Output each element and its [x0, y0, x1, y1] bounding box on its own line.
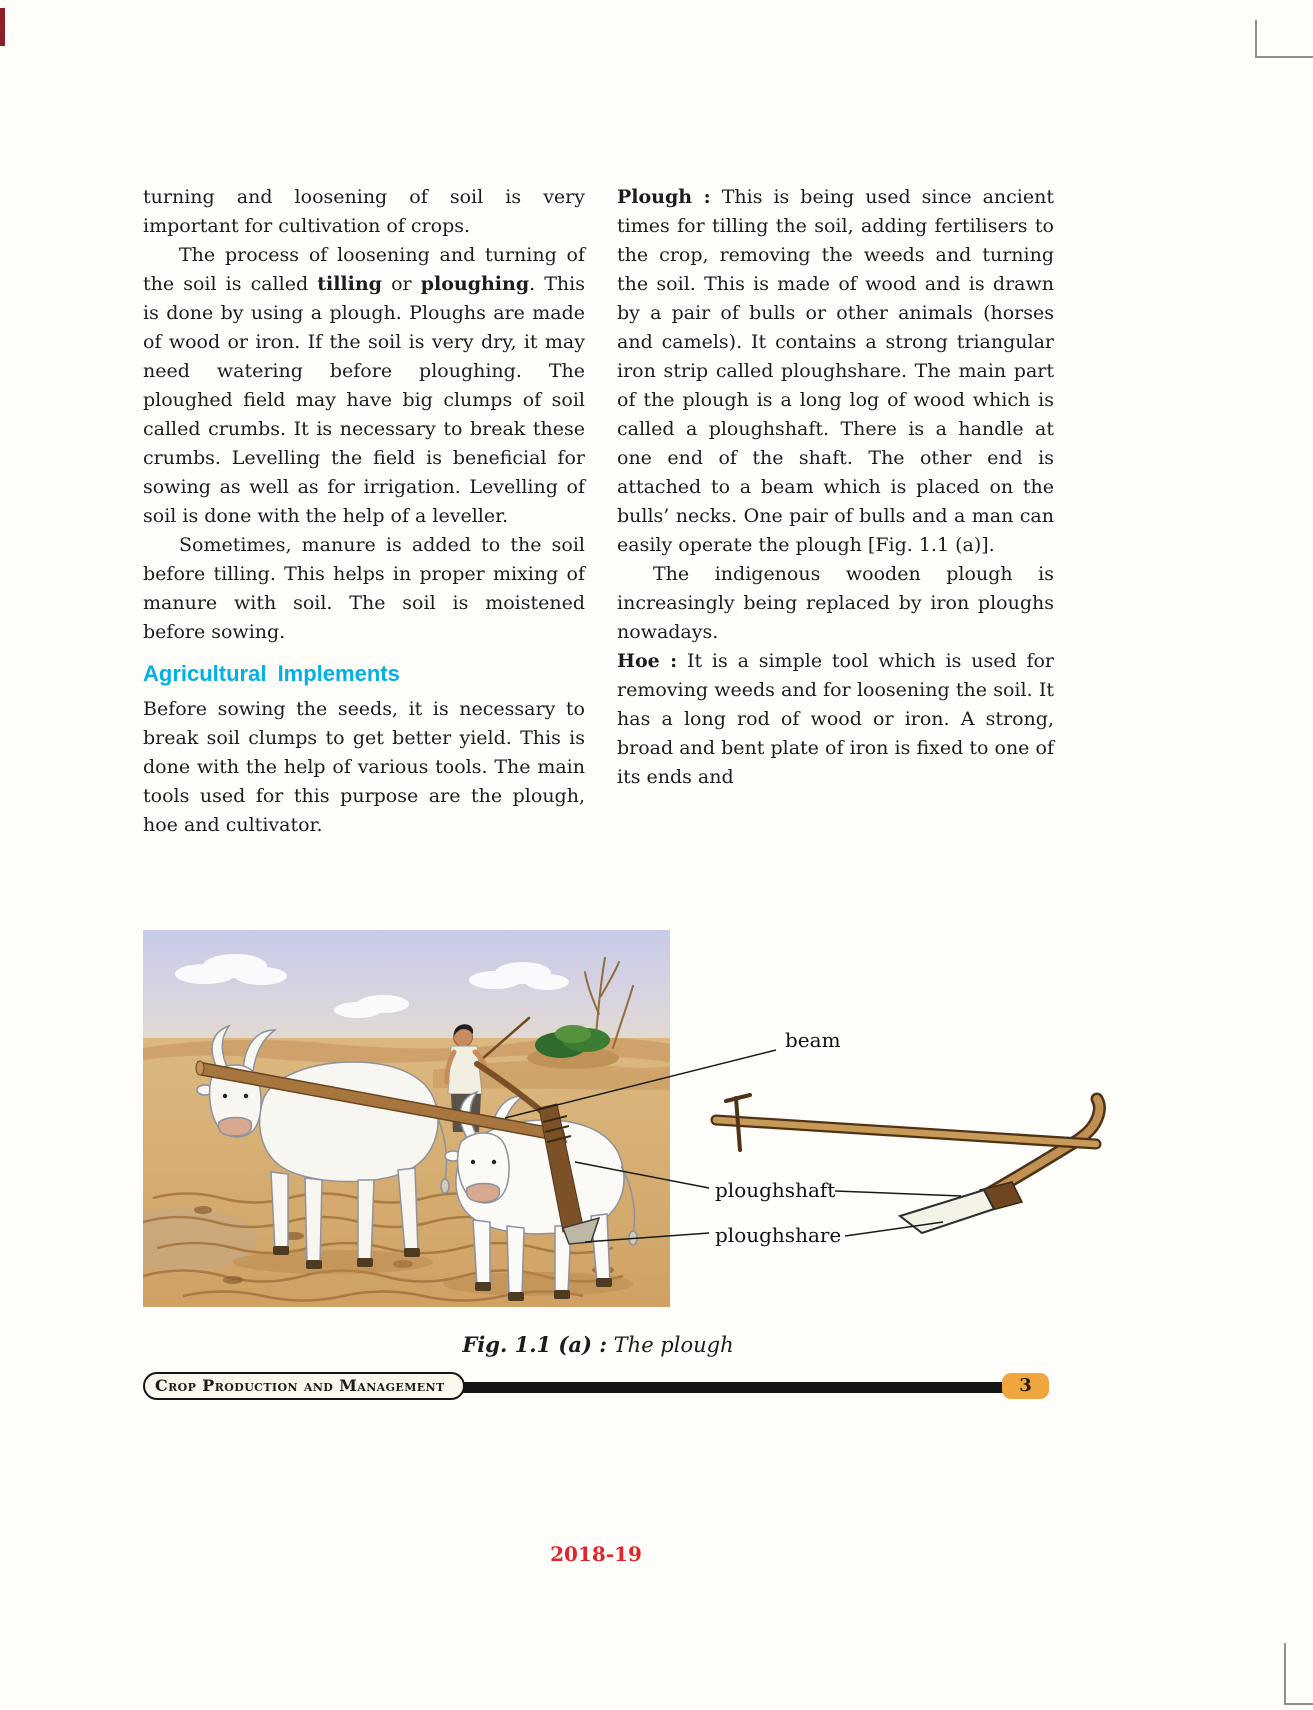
paragraph-implements-intro: Before sowing the seeds, it is necessary to break soil clumps to get better yield. This is done with the help of various tools. The main tools used for this purpose are the plough, hoe and cultivator.: [143, 698, 585, 836]
chapter-title-box: Crop Production and Management: [143, 1372, 465, 1400]
bull-eye: [223, 1094, 227, 1098]
right-column: [617, 183, 1054, 792]
figure-label-ploughshare: ploughshare: [715, 1223, 842, 1247]
section-heading-agricultural-implements: Agricultural Implements: [143, 661, 400, 686]
bull-eye: [471, 1160, 475, 1164]
paragraph-text: The process of loosening and turning of the soil is called: [143, 244, 585, 295]
figure-caption: [143, 1332, 1053, 1357]
figure-1-1-a: [143, 930, 1170, 1310]
bull-muzzle: [467, 1184, 500, 1203]
term-hoe: Hoe :: [617, 650, 678, 672]
figure-caption-number: Fig. 1.1 (a) :: [462, 1332, 607, 1357]
paragraph-text: . This is done by using a plough. Ploughs are made of wood or iron. If the soil is very dry, it may need watering before ploughing. The ploughed field may have big clumps of soil called crumbs. It is necessary to break these crumbs. Levelling the field is beneficial for sowing as well as for irrigation. Levelling of soil is done with the help of a leveller.: [143, 273, 585, 527]
bull-shadow: [233, 1250, 433, 1274]
diagram-ploughshare: [900, 1190, 994, 1233]
paragraph-hoe: [617, 647, 1054, 792]
figure-label-ploughshaft: ploughshaft: [715, 1178, 836, 1202]
crop-mark-top-right: [1255, 20, 1313, 58]
footer-rule-bar: [413, 1382, 1041, 1393]
term-plough: Plough :: [617, 186, 711, 208]
paragraph-plough: [617, 183, 1054, 560]
bull-muzzle: [219, 1118, 252, 1137]
bull-eye: [244, 1094, 248, 1098]
paragraph-manure: Sometimes, manure is added to the soil before tilling. This helps in proper mixing of manure with soil. The soil is moistened before sowing.: [143, 534, 585, 643]
figure-label-beam: beam: [785, 1028, 841, 1052]
figure-caption-text: The plough: [606, 1333, 734, 1357]
paragraph-tilling: [143, 241, 585, 531]
paragraph-indigenous-plough: The indigenous wooden plough is increasingly being replaced by iron ploughs nowadays.: [617, 563, 1054, 643]
left-column: [143, 183, 585, 840]
page-footer: [143, 1372, 1049, 1402]
paragraph-text: This is being used since ancient times for tilling the soil, adding fertilisers to the crop, removing the weeds and turning the soil. This is made of wood and is drawn by a pair of bulls or other animals (horses and camels). It contains a strong triangular iron strip called ploughshare. The main part of the plough is a long log of wood which is called a ploughshaft. There is a handle at one end of the shaft. The other end is attached to a beam which is placed on the bulls’ necks. One pair of bulls and a man can easily operate the plough [Fig. 1.1 (a)].: [617, 186, 1054, 556]
plough-field-illustration: [143, 930, 670, 1307]
plough-diagram: [670, 1000, 1170, 1310]
edition-year: 2018-19: [550, 1542, 642, 1566]
crop-mark-bottom-right: [1284, 1643, 1313, 1705]
bull-eye: [492, 1160, 496, 1164]
paragraph-text: It is a simple tool which is used for removing weeds and for loosening the soil. It has a long rod of wood or iron. A strong, broad and bent plate of iron is fixed to one of its ends and: [617, 650, 1054, 788]
paragraph-text: or: [381, 273, 421, 295]
page-number-badge: 3: [1002, 1373, 1049, 1399]
term-ploughing: ploughing: [420, 273, 530, 295]
paragraph-intro: turning and loosening of soil is very important for cultivation of crops.: [143, 186, 585, 237]
term-tilling: tilling: [317, 273, 382, 295]
red-registration-mark: [0, 8, 5, 46]
diagram-beam: [716, 1120, 1096, 1144]
